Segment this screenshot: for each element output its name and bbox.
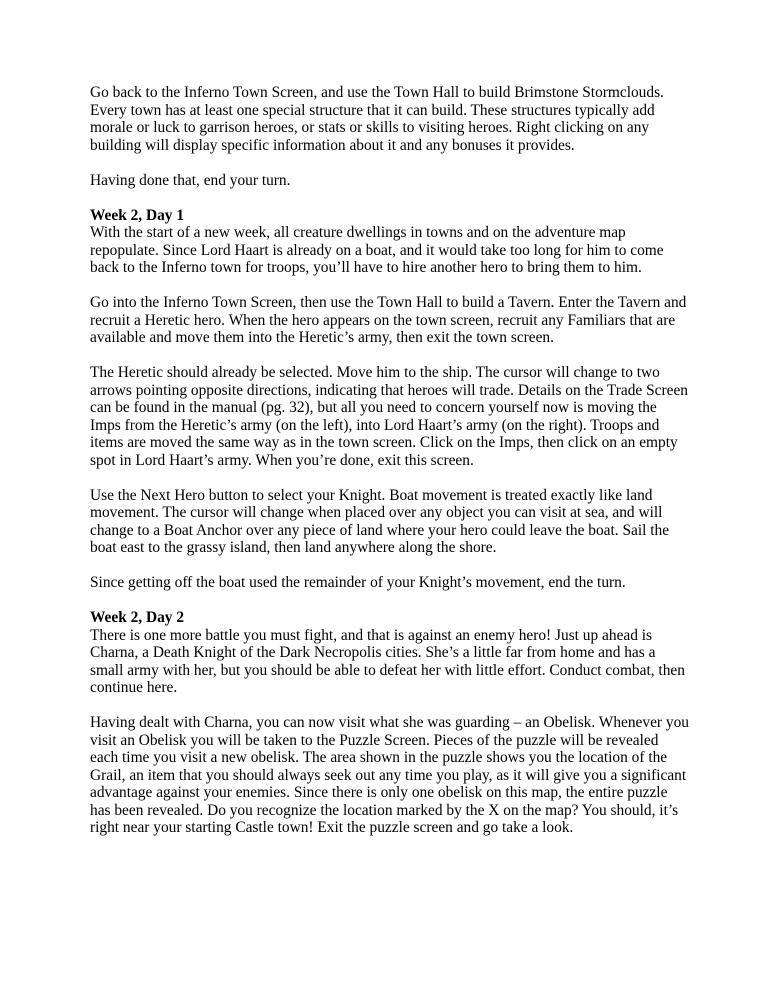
intro-paragraph-1: Go back to the Inferno Town Screen, and use the Town Hall to build Brimstone Stormclouds. Every town has at least one special structure that it can build. These structures typically add morale or luck to garrison heroes, or stats or skills to visiting heroes. Right clicking on any building will display specific information about it and any bonuses it provides. [90, 84, 664, 154]
week2-day1-paragraph-4: Use the Next Hero button to select your Knight. Boat movement is treated exactly like land movement. The cursor will change when placed over any object you can visit at sea, and will change to a Boat Anchor over any piece of land where your hero could leave the boat. Sail the boat east to the grassy island, then land anywhere along the shore. [90, 486, 670, 556]
week2-day2-heading: Week 2, Day 2 [90, 609, 185, 626]
week2-day2-paragraph-2: Having dealt with Charna, you can now visit what she was guarding – an Obelisk. Whenever you visit an Obelisk you will be taken to the Puzzle Screen. Pieces of the puzzle will be revealed each time you visit a new obelisk. The area shown in the puzzle shows you the location of the Grail, an item that you should always seek out any time you play, as it will give you a significant advantage against your enemies. Since there is only one obelisk on this map, the entire puzzle has been revealed. Do you recognize the location marked by the X on the map? You should, it’s right near your starting Castle town! Exit the puzzle screen and go take a look. [90, 714, 689, 836]
week2-day1-paragraph-2: Go into the Inferno Town Screen, then use the Town Hall to build a Tavern. Enter the Tavern and recruit a Heretic hero. When the hero appears on the town screen, recruit any Familiars that are available and move them into the Heretic’s army, then exit the town screen. [90, 294, 687, 346]
week2-day1-paragraph-1: With the start of a new week, all creature dwellings in towns and on the adventure map repopulate. Since Lord Haart is already on a boat, and it would take too long for him to come back to the Inferno town for troops, you’ll have to hire another hero to bring them to him. [90, 224, 664, 276]
week2-day1-paragraph-5: Since getting off the boat used the remainder of your Knight’s movement, end the turn. [90, 574, 626, 591]
document-page [90, 84, 690, 854]
intro-paragraph-2: Having done that, end your turn. [90, 171, 291, 189]
week2-day1-heading: Week 2, Day 1 [90, 206, 185, 224]
week2-day2-paragraph-1: There is one more battle you must fight, and that is against an enemy hero! Just up ahead is Charna, a Death Knight of the Dark Necropolis cities. She’s a little far from home and has a small army with her, but you should be able to defeat her with little effort. Conduct combat, then continue here. [90, 626, 685, 696]
week2-day1-paragraph-3: The Heretic should already be selected. Move him to the ship. The cursor will change to two arrows pointing opposite directions, indicating that heroes will trade. Details on the Trade Screen can be found in the manual (pg. 32), but all you need to concern yourself now is moving the Imps from the Heretic’s army (on the left), into Lord Haart’s army (on the right). Troops and items are moved the same way as in the town screen. Click on the Imps, then click on an empty spot in Lord Haart’s army. When you’re done, exit this screen. [90, 364, 688, 469]
